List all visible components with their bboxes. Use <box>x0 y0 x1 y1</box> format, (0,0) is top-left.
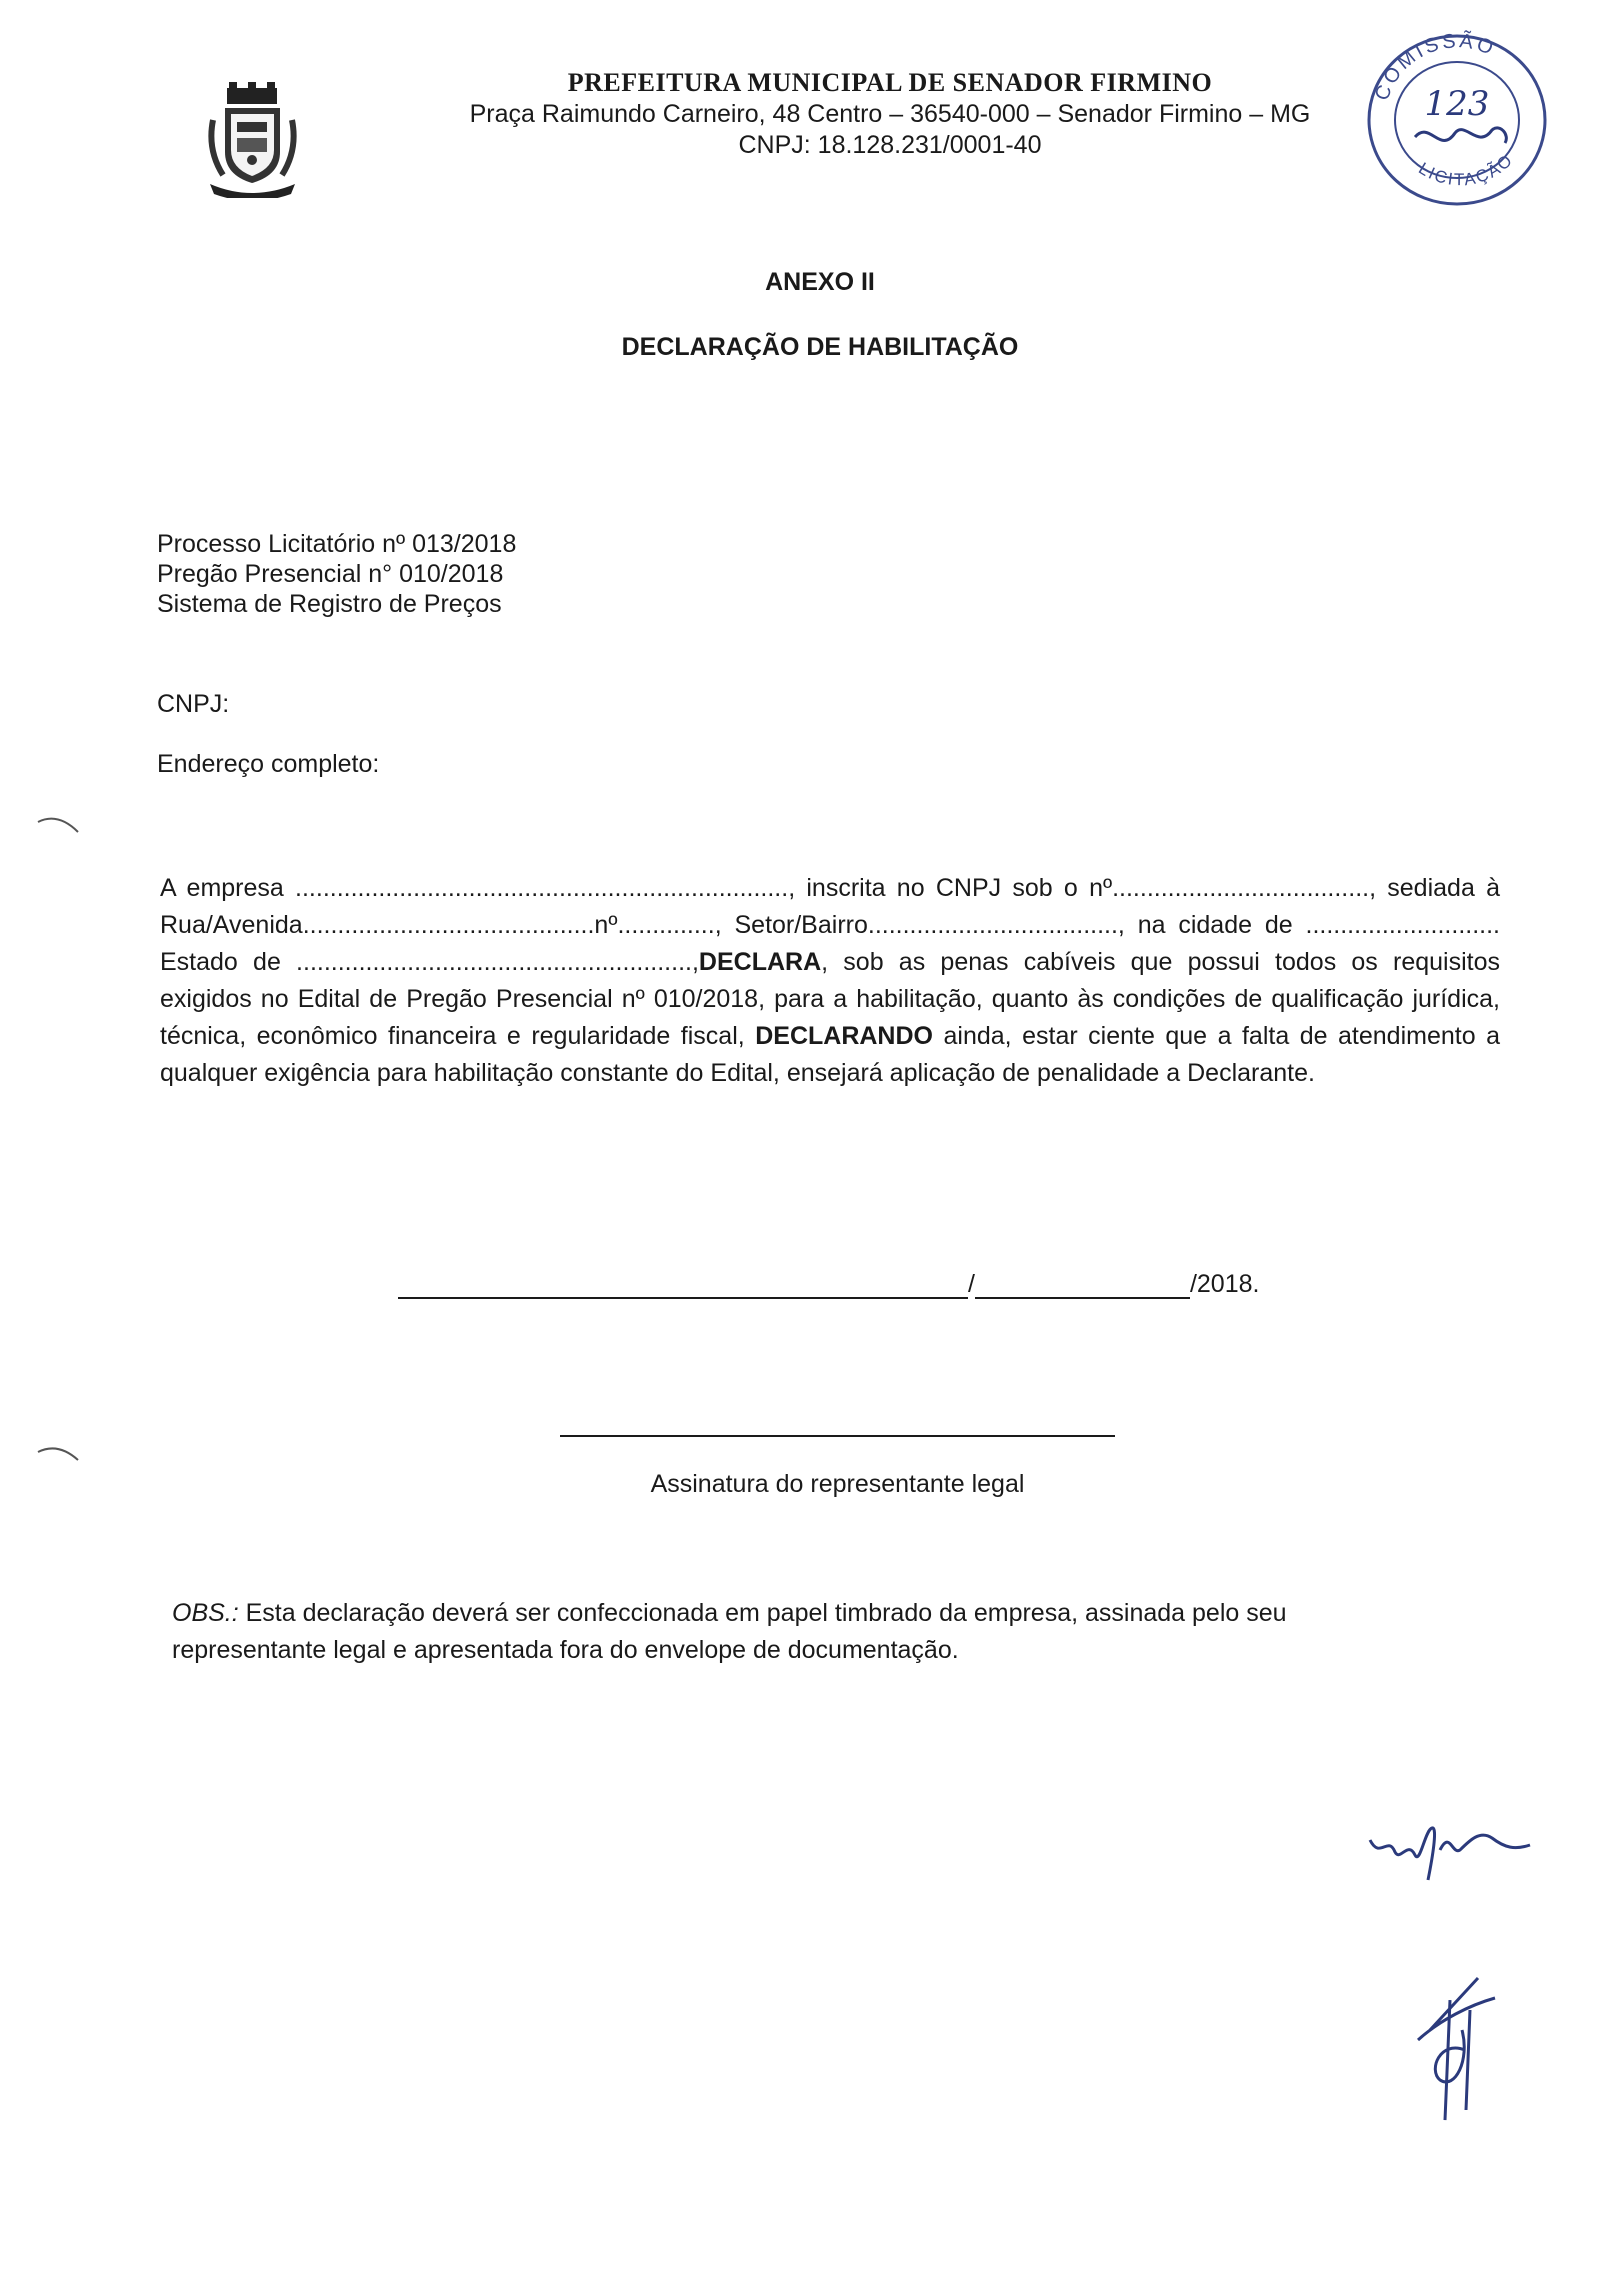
date-place-blank <box>398 1273 968 1299</box>
date-year: /2018. <box>1189 1270 1260 1298</box>
municipal-crest-icon <box>205 80 300 198</box>
process-number: Processo Licitatório nº 013/2018 <box>157 530 517 558</box>
annex-title: ANEXO II <box>765 268 875 296</box>
signature-line <box>560 1435 1115 1437</box>
stamp-top-text: COMISSÃO <box>1370 30 1499 104</box>
declarando-keyword: DECLARANDO <box>755 1022 933 1050</box>
date-month-blank <box>975 1273 1190 1299</box>
stamp-number: 123 <box>1424 84 1490 124</box>
registry-system: Sistema de Registro de Preços <box>157 590 502 618</box>
address-field-label: Endereço completo: <box>157 750 380 778</box>
paragraph-part-1: A empresa ......................................................................., inscrita no CNPJ sob o nº....................................., sediada à Rua/Avenida..........................................nº.............., Setor/Bairro...................................., na cidade de ............................ Estado de ........................................................., <box>160 874 1500 976</box>
stamp-signature-mark <box>1415 128 1506 143</box>
punch-mark-top <box>38 819 78 832</box>
pregao-number: Pregão Presencial n° 010/2018 <box>157 560 504 588</box>
cnpj-field-label: CNPJ: <box>157 690 230 718</box>
signature-label: Assinatura do representante legal <box>650 1470 1025 1498</box>
organization-cnpj: CNPJ: 18.128.231/0001-40 <box>738 131 1042 159</box>
rubric-signature <box>1418 1978 1495 2120</box>
commission-stamp <box>1360 25 1555 210</box>
svg-text:LICITAÇÃO <box>1415 150 1517 189</box>
initials-signature <box>1370 1828 1530 1880</box>
declaration-title: DECLARAÇÃO DE HABILITAÇÃO <box>621 333 1019 361</box>
letterhead <box>420 68 1360 160</box>
organization-address: Praça Raimundo Carneiro, 48 Centro – 36540-000 – Senador Firmino – MG <box>469 100 1311 128</box>
date-separator: / <box>968 1270 975 1298</box>
stamp-bottom-text: LICITAÇÃO <box>1415 149 1518 190</box>
paragraph-part-2: , sob as penas cabíveis que possui todos os requisitos exigidos no Edital de Pregão Presencial nº 010/2018, para a habilitação, quanto às condições de qualificação jurídica, técnica, econômico financeira e regularidade fiscal, <box>160 948 1501 1050</box>
declaration-paragraph <box>160 870 1500 1092</box>
obs-label: OBS.: <box>172 1599 239 1627</box>
declara-keyword: DECLARA <box>698 948 822 976</box>
paragraph-part-3: ainda, estar ciente que a falta de atendimento a qualquer exigência para habilitação constante do Edital, ensejará aplicação de penalidade a Declarante. <box>160 1022 1500 1087</box>
organization-name: PREFEITURA MUNICIPAL DE SENADOR FIRMINO <box>567 68 1213 97</box>
obs-text: Esta declaração deverá ser confeccionada em papel timbrado da empresa, assinada pelo seu representante legal e apresentada fora do envelope de documentação. <box>172 1599 1287 1664</box>
punch-mark-bottom <box>38 1448 78 1460</box>
observation-note <box>172 1595 1432 1669</box>
date-line <box>398 1270 1259 1299</box>
